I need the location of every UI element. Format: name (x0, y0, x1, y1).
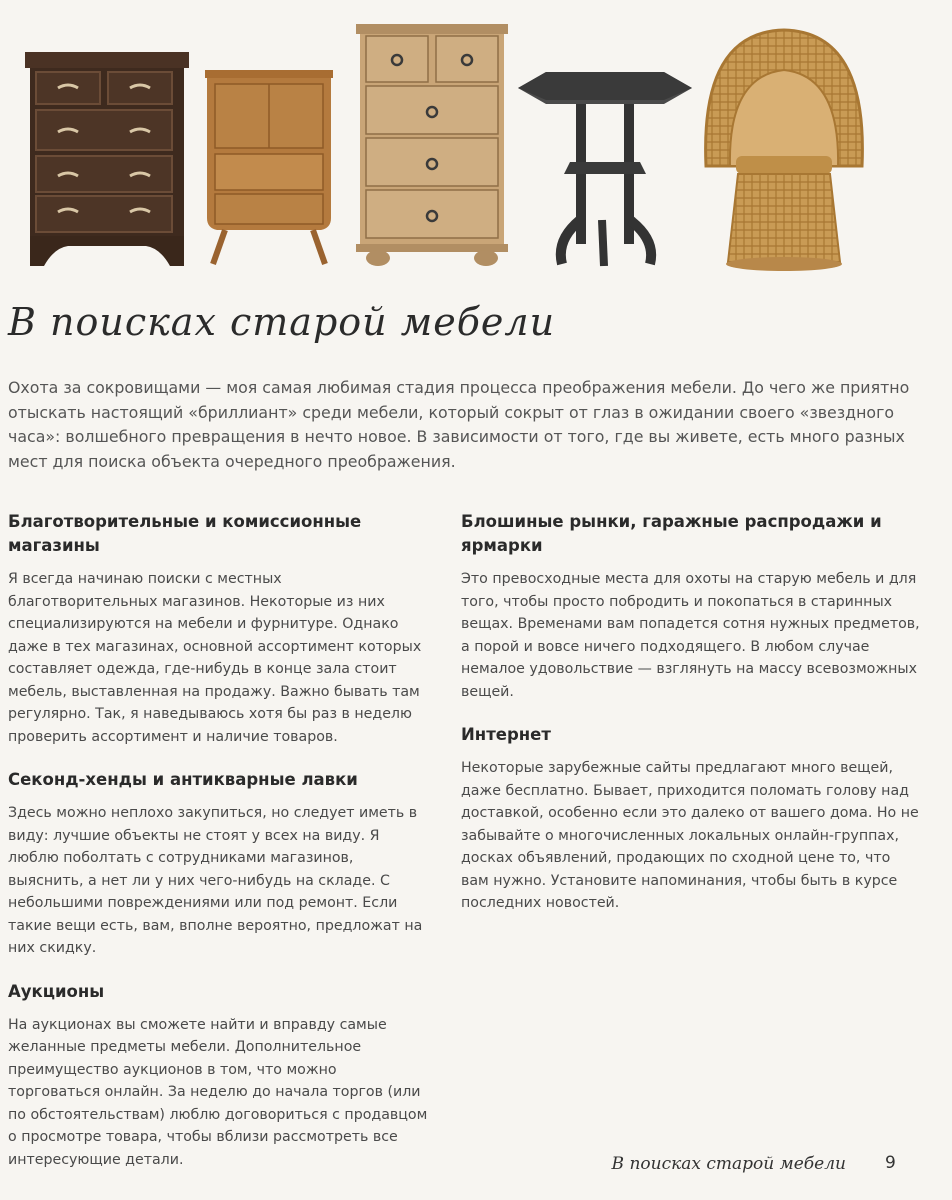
wood-cabinet-image (205, 70, 333, 266)
dark-chest-of-drawers-image (22, 52, 192, 268)
pine-chest-of-drawers-image (356, 24, 508, 266)
running-footer-title: В поисках старой мебели (611, 1154, 846, 1174)
section-body: Некоторые зарубежные сайты предлагают много вещей, даже бесплатно. Бывает, приходится поломать голову над доставкой, особенно если это далеко от вашего дома. Но не забывайте о многочисленных локальных онлайн-группах, досках объявлений, продающих по сходной цене то, что вам нужно. Установите напоминания, чтобы быть в курсе последних новостей. (461, 760, 919, 911)
section-auctions (8, 980, 428, 1172)
section-body: Я всегда начинаю поиски с местных благотворительных магазинов. Некоторые из них специализируются на мебели и фурнитуре. Однако даже в тех магазинах, основной ассортимент которых составляет одежда, где-нибудь в конце зала стоит мебель, выставленная на продажу. Важно бывать там регулярно. Так, я наведываюсь хотя бы раз в неделю проверить ассортимент и наличие товаров. (8, 571, 422, 745)
section-internet (461, 723, 921, 915)
intro-paragraph: Охота за сокровищами — моя самая любимая стадия процесса преображения мебели. До чего же приятно отыскать настоящий «бриллиант» среди мебели, который сокрыт от глаз в ожидании своего «звездного часа»: волшебного превращения в нечто новое. В зависимости от того, где вы живете, есть много разных мест для поиска объекта очередного преображения. (8, 378, 910, 471)
page-title: В поисках старой мебели (8, 300, 556, 344)
section-heading: Аукционы (8, 981, 105, 1001)
section-body: На аукционах вы сможете найти и вправду самые желанные предметы мебели. Дополнительное преимущество аукционов в том, что можно торговаться онлайн. За неделю до начала торгов (или по обстоятельствам) люблю договориться с продавцом о просмотре товара, чтобы вблизи рассмотреть все интересующие детали. (8, 1016, 428, 1168)
section-body: Здесь можно неплохо закупиться, но следует иметь в виду: лучшие объекты не стоят у всех на виду. Я люблю поболтать с сотрудниками магазинов, выяснить, а нет ли у них чего-нибудь на складе. С небольшими повреждениями или под ремонт. Если такие вещи есть, вам, вполне вероятно, предложат на них скидку. (8, 805, 423, 956)
wicker-chair-image (700, 26, 868, 272)
right-column (461, 510, 921, 935)
page-number: 9 (885, 1153, 896, 1173)
octagonal-table-image (516, 70, 694, 268)
section-second-hand (8, 768, 428, 960)
left-column (8, 510, 428, 1191)
section-flea-markets (461, 510, 921, 703)
section-heading: Блошиные рынки, гаражные распродажи и ярмарки (461, 512, 882, 555)
section-charity-shops (8, 510, 428, 748)
section-heading: Секонд-хенды и антикварные лавки (8, 770, 358, 789)
section-heading: Благотворительные и комиссионные магазины (8, 512, 362, 555)
furniture-illustrations (0, 0, 952, 290)
section-body: Это превосходные места для охоты на старую мебель и для того, чтобы просто побродить и покопаться в старинных вещах. Временами вам попадется сотня нужных предметов, а порой и вовсе ничего подходящего. В любом случае немалое удовольствие — взглянуть на массу всевозможных вещей. (461, 571, 920, 700)
section-heading: Интернет (461, 725, 551, 744)
